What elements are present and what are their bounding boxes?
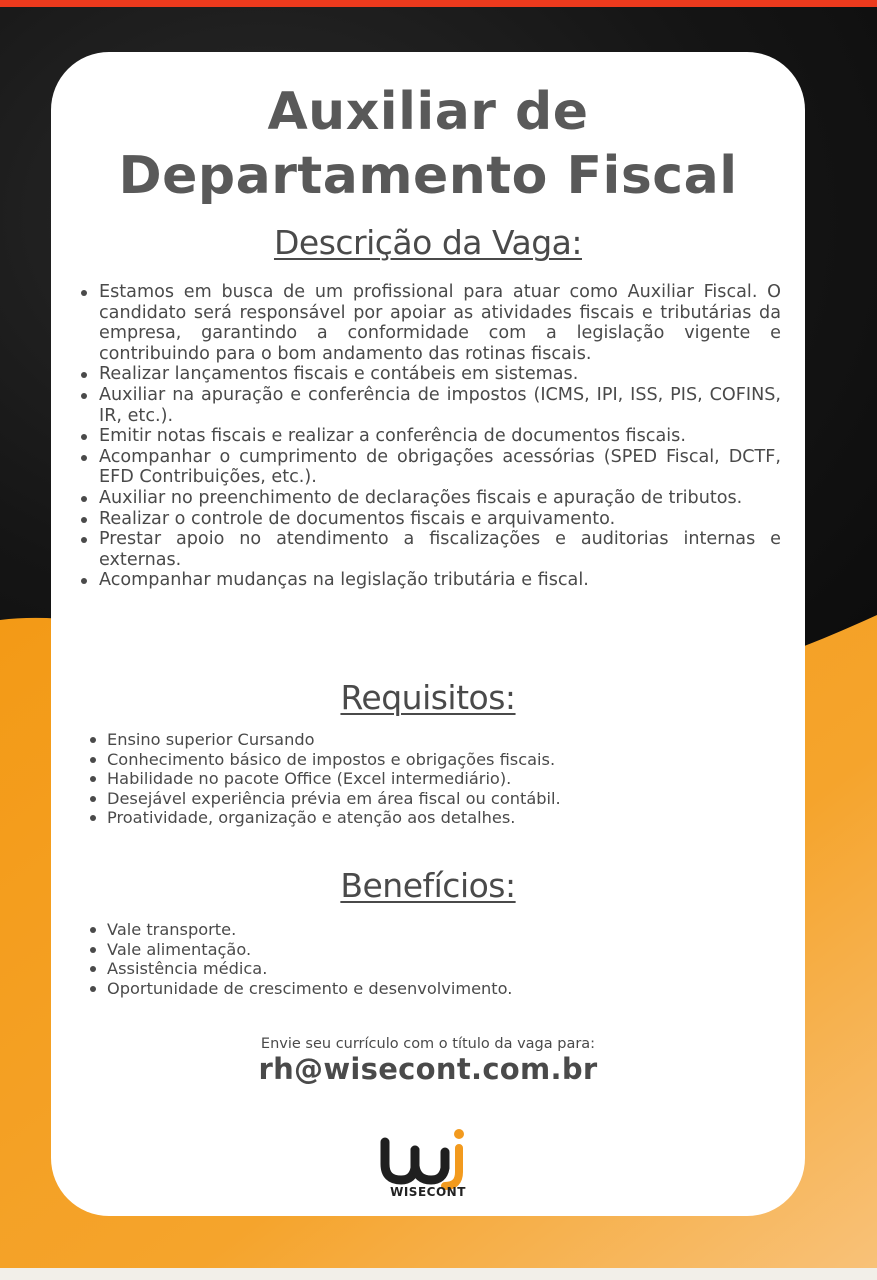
list-item: Vale alimentação.	[88, 940, 768, 960]
list-item: Emitir notas fiscais e realizar a conferência de documentos fiscais.	[79, 426, 781, 447]
list-item: Desejável experiência prévia em área fiscal ou contábil.	[88, 789, 768, 809]
list-item: Auxiliar no preenchimento de declarações fiscais e apuração de tributos.	[79, 488, 781, 509]
list-item: Acompanhar o cumprimento de obrigações acessórias (SPED Fiscal, DCTF, EFD Contribuições, etc.).	[79, 447, 781, 488]
benefits-list	[88, 920, 768, 998]
list-item: Estamos em busca de um profissional para atuar como Auxiliar Fiscal. O candidato será responsável por apoiar as atividades fiscais e tributárias da empresa, garantindo a conformidade com a legislação vigente e contribuindo para o bom andamento das rotinas fiscais.	[79, 282, 781, 364]
requirements-heading: Requisitos:	[340, 678, 516, 717]
job-title-line1: Auxiliar de	[267, 82, 589, 142]
benefits-heading: Benefícios:	[340, 866, 516, 905]
list-item: Proatividade, organização e atenção aos detalhes.	[88, 808, 768, 828]
job-title-line2: Departamento Fiscal	[118, 146, 738, 206]
list-item: Conhecimento básico de impostos e obrigações fiscais.	[88, 750, 768, 770]
list-item: Ensino superior Cursando	[88, 730, 768, 750]
bottom-strip	[0, 1268, 877, 1280]
list-item: Realizar o controle de documentos fiscais e arquivamento.	[79, 509, 781, 530]
list-item: Assistência médica.	[88, 959, 768, 979]
contact-email[interactable]: rh@wisecont.com.br	[258, 1052, 598, 1086]
list-item: Realizar lançamentos fiscais e contábeis em sistemas.	[79, 364, 781, 385]
job-title	[51, 80, 805, 208]
requirements-list	[88, 730, 768, 828]
list-item: Oportunidade de crescimento e desenvolvimento.	[88, 979, 768, 999]
list-item: Acompanhar mudanças na legislação tributária e fiscal.	[79, 570, 781, 591]
list-item: Habilidade no pacote Office (Excel intermediário).	[88, 769, 768, 789]
contact-note: Envie seu currículo com o título da vaga para:	[260, 1036, 596, 1052]
list-item: Auxiliar na apuração e conferência de impostos (ICMS, IPI, ISS, PIS, COFINS, IR, etc.).	[79, 385, 781, 426]
description-list	[79, 282, 781, 591]
description-heading: Descrição da Vaga:	[273, 223, 582, 262]
list-item: Vale transporte.	[88, 920, 768, 940]
job-card	[51, 52, 805, 1216]
brand-name: WISECONT	[390, 1185, 466, 1199]
list-item: Prestar apoio no atendimento a fiscalizações e auditorias internas e externas.	[79, 529, 781, 570]
